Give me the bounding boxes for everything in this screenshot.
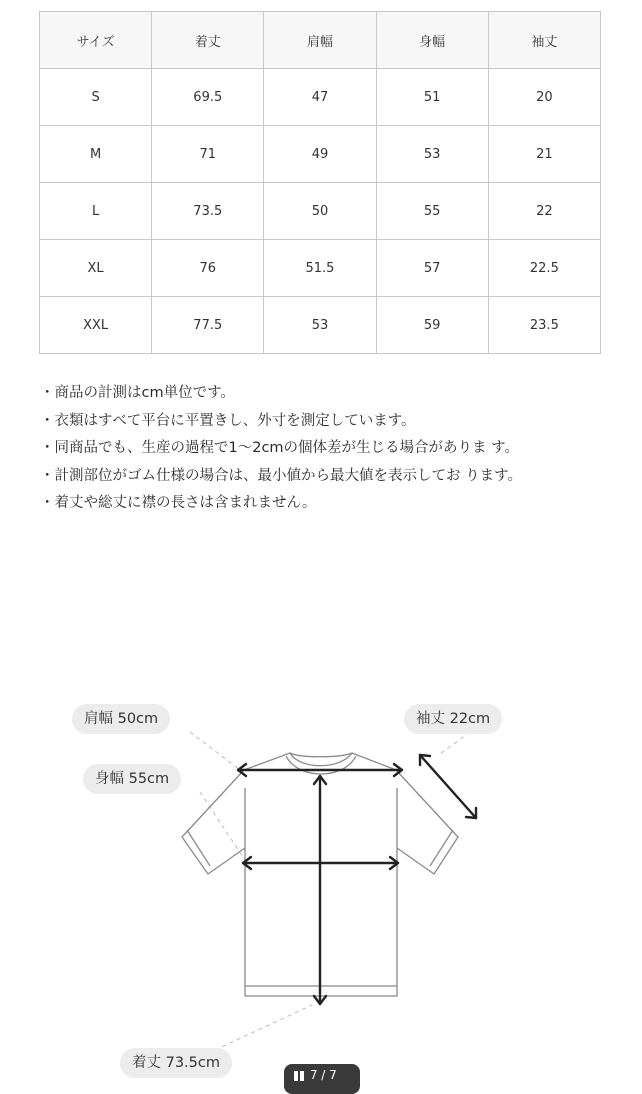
header-size: サイズ (40, 12, 152, 69)
table-row (40, 240, 601, 297)
cell: 59 (376, 297, 488, 354)
note-item: ・商品の計測はcm単位です。 (40, 385, 235, 401)
table-row (40, 183, 601, 240)
cell: 55 (376, 183, 488, 240)
table-row (40, 126, 601, 183)
cell: 53 (264, 297, 376, 354)
image-pager-badge[interactable] (284, 1064, 360, 1094)
cell: M (40, 126, 152, 183)
measurement-notes (40, 380, 610, 518)
table-header-row (40, 12, 601, 69)
cell: S (40, 69, 152, 126)
table-row (40, 69, 601, 126)
table-row (40, 297, 601, 354)
header-shoulder: 肩幅 (264, 12, 376, 69)
cell: 23.5 (488, 297, 600, 354)
body-length-label: 着丈 73.5cm (120, 1048, 232, 1078)
cell: 51 (376, 69, 488, 126)
pager-label: 7 / 7 (309, 1068, 337, 1082)
header-length: 着丈 (152, 12, 264, 69)
cell: 49 (264, 126, 376, 183)
cell: XL (40, 240, 152, 297)
cell: 21 (488, 126, 600, 183)
cell: 51.5 (264, 240, 376, 297)
cell: 22.5 (488, 240, 600, 297)
measurement-diagram (0, 690, 642, 1080)
shoulder-width-label: 肩幅 50cm (72, 704, 170, 734)
chest-width-label: 身幅 55cm (83, 764, 181, 794)
sleeve-leader-line (440, 732, 470, 754)
cell: 73.5 (152, 183, 264, 240)
sleeve-arrow (420, 755, 476, 818)
cell: 57 (376, 240, 488, 297)
header-sleeve: 袖丈 (488, 12, 600, 69)
cell: 50 (264, 183, 376, 240)
size-table (39, 11, 601, 354)
cell: 53 (376, 126, 488, 183)
cell: L (40, 183, 152, 240)
cell: 77.5 (152, 297, 264, 354)
note-item: ・衣類はすべて平台に平置きし、外寸を測定しています。 (40, 412, 416, 429)
note-item: ・同商品でも、生産の過程で1〜2cmの個体差が生じる場合がありま す。 (40, 440, 519, 456)
pause-icon (294, 1071, 298, 1081)
cell: 20 (488, 69, 600, 126)
note-item: ・計測部位がゴム仕様の場合は、最小値から最大値を表示してお ります。 (40, 467, 522, 484)
cell: 69.5 (152, 69, 264, 126)
cell: 22 (488, 183, 600, 240)
tshirt-diagram (0, 690, 642, 1080)
cell: 47 (264, 69, 376, 126)
cell: 71 (152, 126, 264, 183)
pause-icon (300, 1071, 304, 1081)
sleeve-length-label: 袖丈 22cm (404, 704, 502, 734)
note-item: ・着丈や総丈に襟の長さは含まれません。 (40, 495, 317, 511)
measurement-arrows (238, 755, 476, 1004)
shoulder-leader-line (190, 732, 240, 770)
length-leader-line (215, 1005, 312, 1050)
header-chest: 身幅 (376, 12, 488, 69)
chest-leader-line (200, 792, 245, 860)
cell: XXL (40, 297, 152, 354)
cell: 76 (152, 240, 264, 297)
